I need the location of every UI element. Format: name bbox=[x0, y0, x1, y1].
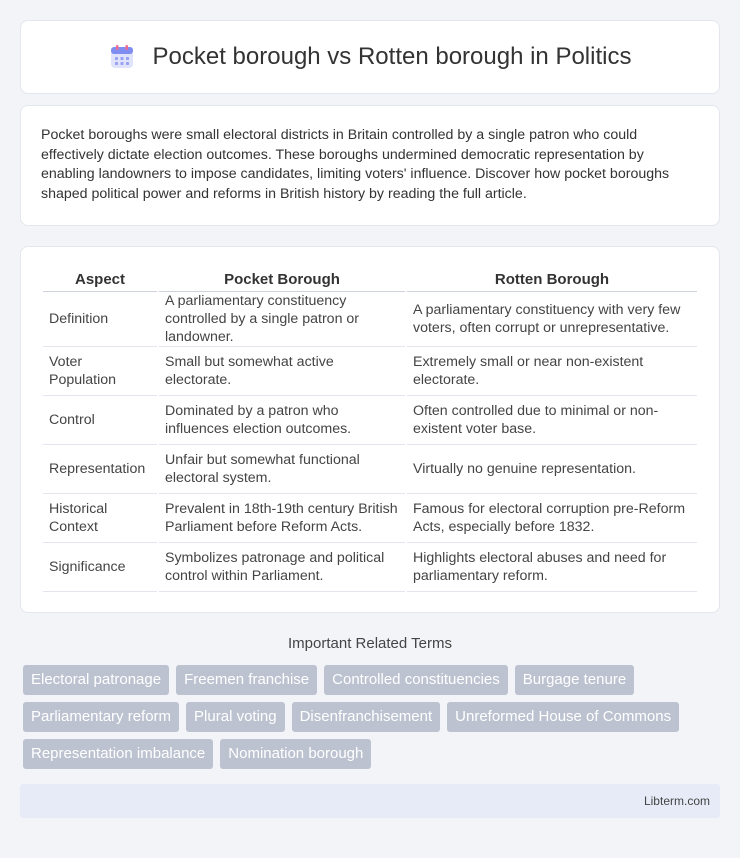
cell-rotten: Often controlled due to minimal or non-existent voter base. bbox=[407, 396, 697, 445]
header-rotten-borough: Rotten Borough bbox=[407, 267, 697, 292]
table-row bbox=[43, 445, 697, 494]
footer-site-link[interactable]: Libterm.com bbox=[643, 794, 710, 808]
related-term-tag[interactable]: Burgage tenure bbox=[515, 665, 634, 695]
related-term-tag[interactable]: Freemen franchise bbox=[176, 665, 317, 695]
cell-rotten: Famous for electoral corruption pre-Reform Acts, especially before 1832. bbox=[407, 494, 697, 543]
table-row bbox=[43, 396, 697, 445]
cell-rotten: A parliamentary constituency with very few voters, often corrupt or unrepresentative. bbox=[407, 292, 697, 347]
related-term-tag[interactable]: Parliamentary reform bbox=[23, 702, 179, 732]
cell-aspect: Representation bbox=[43, 445, 157, 494]
related-term-tag[interactable]: Nomination borough bbox=[220, 739, 371, 769]
calendar-icon bbox=[109, 44, 135, 70]
table-row bbox=[43, 292, 697, 347]
related-terms-list bbox=[20, 665, 720, 769]
title-card bbox=[20, 20, 720, 94]
table-row bbox=[43, 543, 697, 592]
related-term-tag[interactable]: Plural voting bbox=[186, 702, 285, 732]
related-term-tag[interactable]: Representation imbalance bbox=[23, 739, 213, 769]
related-term-tag[interactable]: Unreformed House of Commons bbox=[447, 702, 679, 732]
cell-pocket: A parliamentary constituency controlled by a single patron or landowner. bbox=[159, 292, 405, 347]
cell-pocket: Small but somewhat active electorate. bbox=[159, 347, 405, 396]
cell-rotten: Highlights electoral abuses and need for parliamentary reform. bbox=[407, 543, 697, 592]
cell-aspect: Control bbox=[43, 396, 157, 445]
table-header-row bbox=[43, 267, 697, 292]
intro-card bbox=[20, 105, 720, 226]
header-pocket-borough: Pocket Borough bbox=[159, 267, 405, 292]
cell-aspect: Historical Context bbox=[43, 494, 157, 543]
header-aspect: Aspect bbox=[43, 267, 157, 292]
cell-aspect: Definition bbox=[43, 292, 157, 347]
page-title: Pocket borough vs Rotten borough in Politics bbox=[152, 43, 632, 70]
comparison-table bbox=[41, 267, 699, 592]
cell-pocket: Unfair but somewhat functional electoral system. bbox=[159, 445, 405, 494]
table-row bbox=[43, 347, 697, 396]
intro-text: Pocket boroughs were small electoral districts in Britain controlled by a single patron who could effectively dictate election outcomes. These boroughs undermined democratic representation by enabling landowners to impose candidates, limiting voters' influence. Discover how pocket boroughs shaped political power and reforms in British history by reading the full article. bbox=[41, 127, 670, 202]
related-term-tag[interactable]: Disenfranchisement bbox=[292, 702, 441, 732]
related-terms-title: Important Related Terms bbox=[288, 635, 452, 652]
cell-rotten: Virtually no genuine representation. bbox=[407, 445, 697, 494]
cell-pocket: Dominated by a patron who influences election outcomes. bbox=[159, 396, 405, 445]
cell-rotten: Extremely small or near non-existent electorate. bbox=[407, 347, 697, 396]
cell-aspect: Voter Population bbox=[43, 347, 157, 396]
table-row bbox=[43, 494, 697, 543]
related-term-tag[interactable]: Electoral patronage bbox=[23, 665, 169, 695]
comparison-card bbox=[20, 246, 720, 613]
cell-pocket: Prevalent in 18th-19th century British Parliament before Reform Acts. bbox=[159, 494, 405, 543]
related-term-tag[interactable]: Controlled constituencies bbox=[324, 665, 508, 695]
cell-aspect: Significance bbox=[43, 543, 157, 592]
cell-pocket: Symbolizes patronage and political control within Parliament. bbox=[159, 543, 405, 592]
footer bbox=[20, 784, 720, 818]
